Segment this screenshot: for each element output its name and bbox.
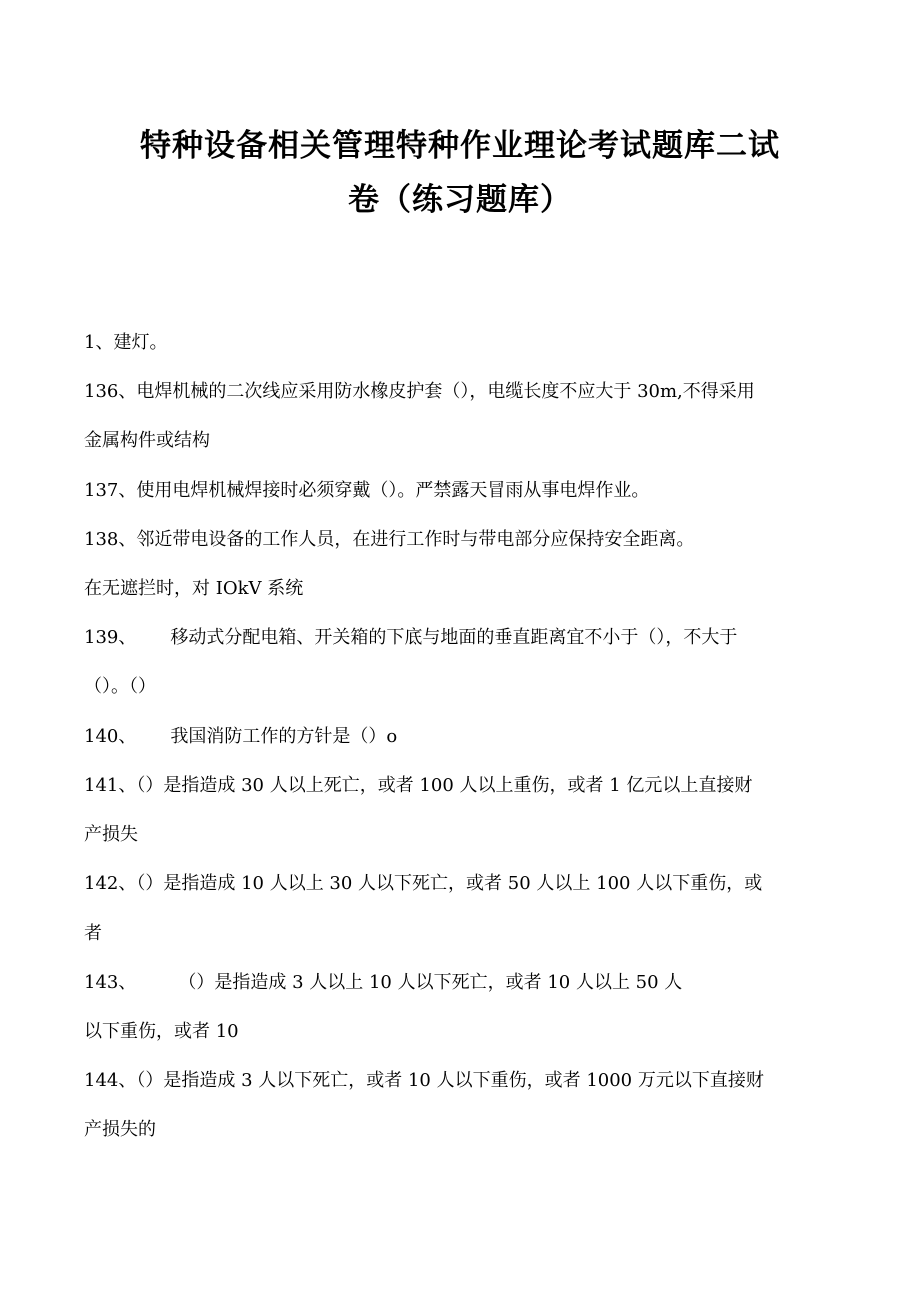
question-line (84, 774, 752, 798)
question-number: 138、 (84, 529, 137, 550)
question-line (84, 971, 682, 995)
question-text: （）是指造成 30 人以上死亡，或者 100 人以上重伤，或者 1 亿元以上直接财 (136, 775, 753, 796)
question-text: （）。（） (84, 676, 156, 697)
question-number: 143、 (84, 972, 137, 993)
question-continuation (84, 577, 303, 601)
question-text: 移动式分配电箱、开关箱的下底与地面的垂直距离宜不小于（），不大于 (170, 627, 738, 648)
question-line (84, 626, 737, 650)
question-text: 者 (84, 923, 102, 944)
question-number: 144、 (84, 1070, 137, 1091)
question-number: 139、 (84, 627, 137, 648)
question-continuation (84, 1020, 239, 1044)
question-text: 建灯。 (113, 332, 168, 353)
question-line (84, 331, 167, 355)
question-text: 产损失 (84, 824, 138, 845)
question-number: 137、 (84, 480, 137, 501)
question-line (84, 1069, 764, 1093)
question-line (84, 479, 649, 503)
document-title-line-2: 卷（练习题库） (348, 182, 572, 218)
question-line (84, 872, 762, 896)
question-continuation (84, 429, 210, 453)
question-line (84, 528, 694, 552)
question-text: 金属构件或结构 (84, 430, 210, 451)
document-title-line-1: 特种设备相关管理特种作业理论考试题库二试 (140, 128, 780, 164)
question-continuation (84, 1118, 156, 1142)
question-number: 140、 (84, 726, 137, 747)
question-text: 邻近带电设备的工作人员，在进行工作时与带电部分应保持安全距离。 (136, 529, 695, 550)
question-number: 1、 (84, 332, 114, 353)
question-text: 使用电焊机械焊接时必须穿戴（）。严禁露天冒雨从事电焊作业。 (136, 480, 650, 501)
question-continuation (84, 823, 138, 847)
question-text: （）是指造成 3 人以上 10 人以下死亡，或者 10 人以上 50 人 (178, 972, 683, 993)
question-line (84, 380, 755, 404)
question-text: （）是指造成 3 人以下死亡，或者 10 人以下重伤，或者 1000 万元以下直接财 (136, 1070, 764, 1091)
question-line (84, 725, 397, 749)
question-number: 141、 (84, 775, 137, 796)
question-text: 我国消防工作的方针是（）o (170, 726, 398, 747)
question-continuation (84, 675, 156, 699)
question-text: 在无遮拦时，对 IOkV 系统 (84, 578, 304, 599)
question-text: 电焊机械的二次线应采用防水橡皮护套（），电缆长度不应大于 30m,不得采用 (136, 381, 755, 402)
question-continuation (84, 922, 102, 946)
question-number: 142、 (84, 873, 137, 894)
question-text: （）是指造成 10 人以上 30 人以下死亡，或者 50 人以上 100 人以下重伤，或 (136, 873, 763, 894)
question-text: 产损失的 (84, 1119, 156, 1140)
question-text: 以下重伤，或者 10 (84, 1021, 239, 1042)
question-number: 136、 (84, 381, 137, 402)
